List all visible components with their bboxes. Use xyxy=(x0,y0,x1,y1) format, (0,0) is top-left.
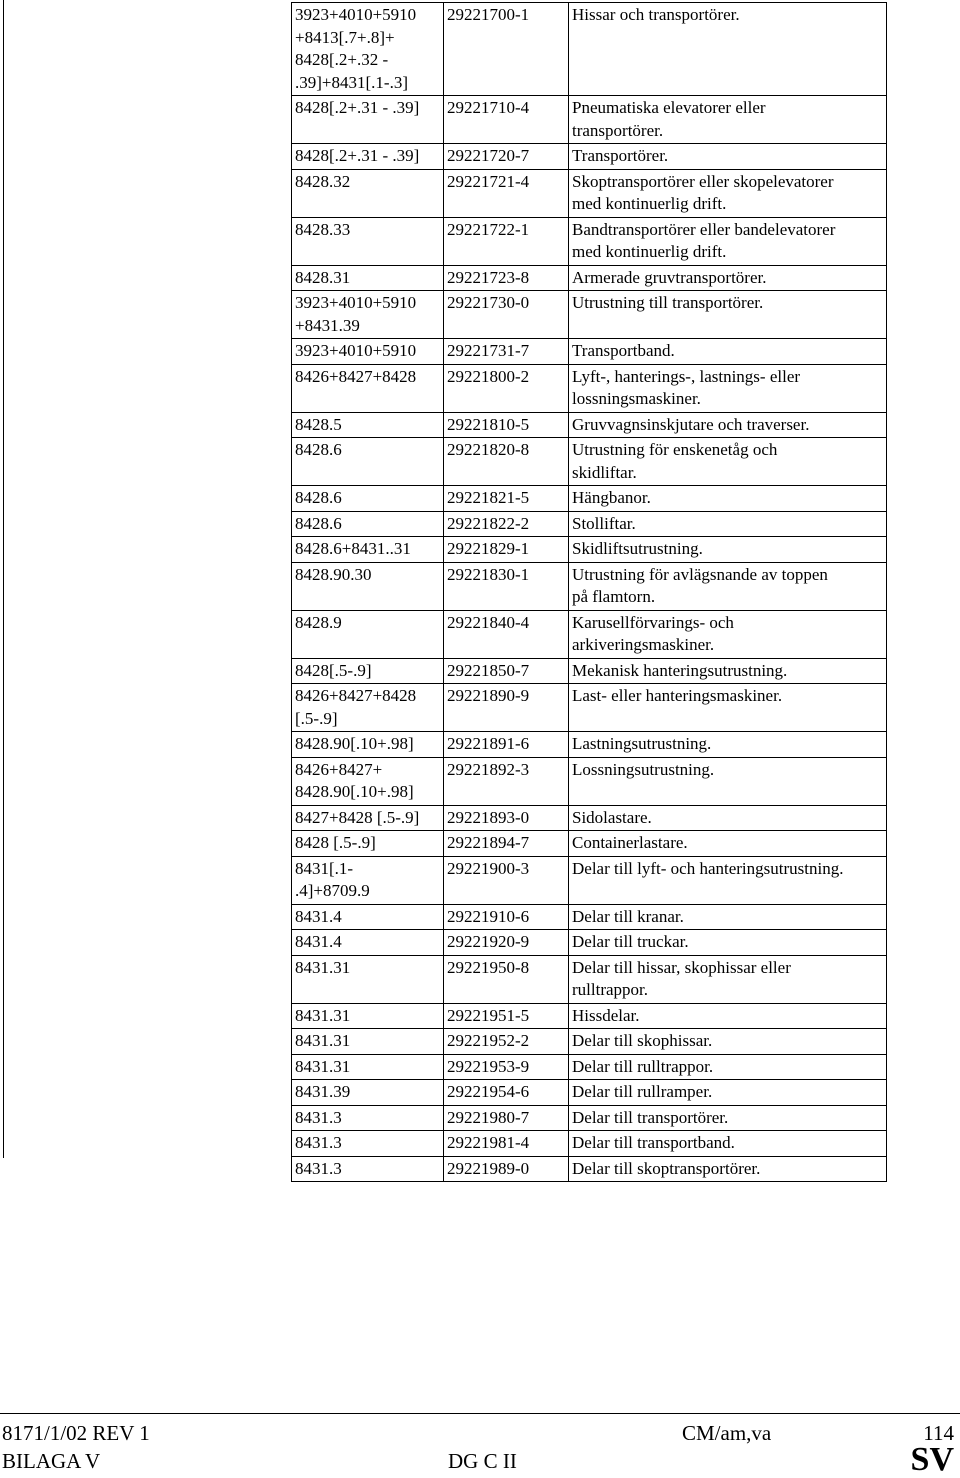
cpv-code-cell: 29221821-5 xyxy=(444,486,569,512)
table-row xyxy=(292,658,887,684)
cn-code-cell: 8428.90.30 xyxy=(292,562,444,610)
cpv-code-cell: 29221723-8 xyxy=(444,265,569,291)
cpv-code-cell: 29221700-1 xyxy=(444,3,569,96)
description-cell: Karusellförvarings- och arkiveringsmaskiner. xyxy=(569,610,887,658)
table-row xyxy=(292,930,887,956)
table-row xyxy=(292,486,887,512)
cn-code-cell: 8431.3 xyxy=(292,1131,444,1157)
table-row xyxy=(292,1131,887,1157)
cn-code-cell: 3923+4010+5910 +8413[.7+.8]+ 8428[.2+.32 - .39]+8431[.1-.3] xyxy=(292,3,444,96)
cn-code-cell: 8427+8428 [.5-.9] xyxy=(292,805,444,831)
cpv-code-cell: 29221890-9 xyxy=(444,684,569,732)
cn-code-cell: 8431.3 xyxy=(292,1105,444,1131)
table-row xyxy=(292,805,887,831)
table-row xyxy=(292,1156,887,1182)
table-row xyxy=(292,562,887,610)
table-row xyxy=(292,364,887,412)
description-cell: Transportörer. xyxy=(569,144,887,170)
cpv-code-cell: 29221893-0 xyxy=(444,805,569,831)
cn-code-cell: 8428.33 xyxy=(292,217,444,265)
table-row xyxy=(292,438,887,486)
table-row xyxy=(292,1105,887,1131)
description-cell: Hängbanor. xyxy=(569,486,887,512)
table-body xyxy=(292,3,887,1182)
description-cell: Delar till hissar, skophissar eller rulltrappor. xyxy=(569,955,887,1003)
cn-code-cell: 8431.3 xyxy=(292,1156,444,1182)
table-row xyxy=(292,169,887,217)
page-footer xyxy=(0,1413,960,1478)
table-row xyxy=(292,1080,887,1106)
cpv-code-cell: 29221980-7 xyxy=(444,1105,569,1131)
description-cell: Stolliftar. xyxy=(569,511,887,537)
description-cell: Utrustning för enskenetåg och skidliftar. xyxy=(569,438,887,486)
description-cell: Lastningsutrustning. xyxy=(569,732,887,758)
cpv-code-cell: 29221910-6 xyxy=(444,904,569,930)
cn-code-cell: 8428.6 xyxy=(292,511,444,537)
cpv-code-cell: 29221720-7 xyxy=(444,144,569,170)
cn-code-cell: 8428.32 xyxy=(292,169,444,217)
cpv-code-table xyxy=(291,2,887,1182)
table-row xyxy=(292,732,887,758)
cn-code-cell: 8431.31 xyxy=(292,1003,444,1029)
cpv-code-cell: 29221730-0 xyxy=(444,291,569,339)
cn-code-cell: 8431.4 xyxy=(292,904,444,930)
description-cell: Lyft-, hanterings-, lastnings- eller lossningsmaskiner. xyxy=(569,364,887,412)
table-row xyxy=(292,96,887,144)
cpv-code-cell: 29221920-9 xyxy=(444,930,569,956)
description-cell: Hissar och transportörer. xyxy=(569,3,887,96)
description-cell: Sidolastare. xyxy=(569,805,887,831)
author-initials: CM/am,va xyxy=(682,1421,772,1445)
description-cell: Pneumatiska elevatorer eller transportörer. xyxy=(569,96,887,144)
description-cell: Containerlastare. xyxy=(569,831,887,857)
description-cell: Last- eller hanteringsmaskiner. xyxy=(569,684,887,732)
cpv-code-cell: 29221800-2 xyxy=(444,364,569,412)
directorate-label: DG C II xyxy=(448,1449,517,1473)
description-cell: Delar till rulltrappor. xyxy=(569,1054,887,1080)
cn-code-cell: 8428[.2+.31 - .39] xyxy=(292,96,444,144)
description-cell: Skoptransportörer eller skopelevatorer med kontinuerlig drift. xyxy=(569,169,887,217)
annex-label: BILAGA V xyxy=(2,1449,101,1473)
cn-code-cell: 3923+4010+5910 xyxy=(292,339,444,365)
table-row xyxy=(292,856,887,904)
table-row xyxy=(292,955,887,1003)
table-row xyxy=(292,610,887,658)
description-cell: Delar till transportband. xyxy=(569,1131,887,1157)
table-row xyxy=(292,757,887,805)
table-row xyxy=(292,1054,887,1080)
language-code: SV xyxy=(910,1441,954,1478)
cn-code-cell: 8428.31 xyxy=(292,265,444,291)
cn-code-cell: 8426+8427+8428 [.5-.9] xyxy=(292,684,444,732)
table-row xyxy=(292,265,887,291)
description-cell: Delar till skophissar. xyxy=(569,1029,887,1055)
cn-code-cell: 8431.31 xyxy=(292,1054,444,1080)
cn-code-cell: 8431.31 xyxy=(292,1029,444,1055)
cn-code-cell: 8428 [.5-.9] xyxy=(292,831,444,857)
description-cell: Delar till lyft- och hanteringsutrustning. xyxy=(569,856,887,904)
table-row xyxy=(292,904,887,930)
description-cell: Mekanisk hanteringsutrustning. xyxy=(569,658,887,684)
cpv-code-cell: 29221830-1 xyxy=(444,562,569,610)
cn-code-cell: 8428.6+8431..31 xyxy=(292,537,444,563)
cpv-code-cell: 29221829-1 xyxy=(444,537,569,563)
cpv-code-cell: 29221891-6 xyxy=(444,732,569,758)
table-row xyxy=(292,412,887,438)
table-row xyxy=(292,144,887,170)
cpv-code-cell: 29221722-1 xyxy=(444,217,569,265)
table-row xyxy=(292,1003,887,1029)
cn-code-cell: 8431.39 xyxy=(292,1080,444,1106)
cpv-code-cell: 29221900-3 xyxy=(444,856,569,904)
description-cell: Delar till transportörer. xyxy=(569,1105,887,1131)
cpv-code-cell: 29221954-6 xyxy=(444,1080,569,1106)
page-number: 114 xyxy=(923,1421,954,1445)
cpv-code-cell: 29221950-8 xyxy=(444,955,569,1003)
description-cell: Lossningsutrustning. xyxy=(569,757,887,805)
cpv-code-cell: 29221840-4 xyxy=(444,610,569,658)
table-row xyxy=(292,684,887,732)
cpv-code-cell: 29221989-0 xyxy=(444,1156,569,1182)
table-row xyxy=(292,291,887,339)
cpv-code-cell: 29221820-8 xyxy=(444,438,569,486)
cn-code-cell: 8431.4 xyxy=(292,930,444,956)
description-cell: Transportband. xyxy=(569,339,887,365)
cn-code-cell: 3923+4010+5910 +8431.39 xyxy=(292,291,444,339)
cpv-code-cell: 29221710-4 xyxy=(444,96,569,144)
cn-code-cell: 8426+8427+8428 xyxy=(292,364,444,412)
description-cell: Armerade gruvtransportörer. xyxy=(569,265,887,291)
cpv-code-cell: 29221731-7 xyxy=(444,339,569,365)
cn-code-cell: 8428[.5-.9] xyxy=(292,658,444,684)
cpv-code-cell: 29221850-7 xyxy=(444,658,569,684)
cn-code-cell: 8428.6 xyxy=(292,486,444,512)
description-cell: Hissdelar. xyxy=(569,1003,887,1029)
description-cell: Delar till truckar. xyxy=(569,930,887,956)
cpv-code-cell: 29221721-4 xyxy=(444,169,569,217)
cpv-code-cell: 29221981-4 xyxy=(444,1131,569,1157)
cn-code-cell: 8431.31 xyxy=(292,955,444,1003)
table-row xyxy=(292,1029,887,1055)
cn-code-cell: 8431[.1- .4]+8709.9 xyxy=(292,856,444,904)
cn-code-cell: 8428[.2+.31 - .39] xyxy=(292,144,444,170)
description-cell: Skidliftsutrustning. xyxy=(569,537,887,563)
left-margin-rule xyxy=(3,0,4,1158)
description-cell: Delar till kranar. xyxy=(569,904,887,930)
cn-code-cell: 8428.90[.10+.98] xyxy=(292,732,444,758)
description-cell: Bandtransportörer eller bandelevatorer med kontinuerlig drift. xyxy=(569,217,887,265)
description-cell: Delar till rullramper. xyxy=(569,1080,887,1106)
footer-rule xyxy=(0,1413,960,1414)
table-row xyxy=(292,537,887,563)
cpv-code-cell: 29221822-2 xyxy=(444,511,569,537)
cpv-code-cell: 29221810-5 xyxy=(444,412,569,438)
cpv-code-cell: 29221953-9 xyxy=(444,1054,569,1080)
cpv-code-cell: 29221892-3 xyxy=(444,757,569,805)
document-reference: 8171/1/02 REV 1 xyxy=(2,1421,150,1445)
description-cell: Delar till skoptransportörer. xyxy=(569,1156,887,1182)
cn-code-cell: 8428.9 xyxy=(292,610,444,658)
cpv-code-cell: 29221951-5 xyxy=(444,1003,569,1029)
table-row xyxy=(292,831,887,857)
cn-code-cell: 8428.6 xyxy=(292,438,444,486)
cpv-code-cell: 29221952-2 xyxy=(444,1029,569,1055)
description-cell: Gruvvagnsinskjutare och traverser. xyxy=(569,412,887,438)
cpv-code-cell: 29221894-7 xyxy=(444,831,569,857)
table-row xyxy=(292,339,887,365)
description-cell: Utrustning till transportörer. xyxy=(569,291,887,339)
cn-code-cell: 8428.5 xyxy=(292,412,444,438)
table-row xyxy=(292,217,887,265)
table-row xyxy=(292,511,887,537)
description-cell: Utrustning för avlägsnande av toppen på flamtorn. xyxy=(569,562,887,610)
table-row xyxy=(292,3,887,96)
cn-code-cell: 8426+8427+ 8428.90[.10+.98] xyxy=(292,757,444,805)
